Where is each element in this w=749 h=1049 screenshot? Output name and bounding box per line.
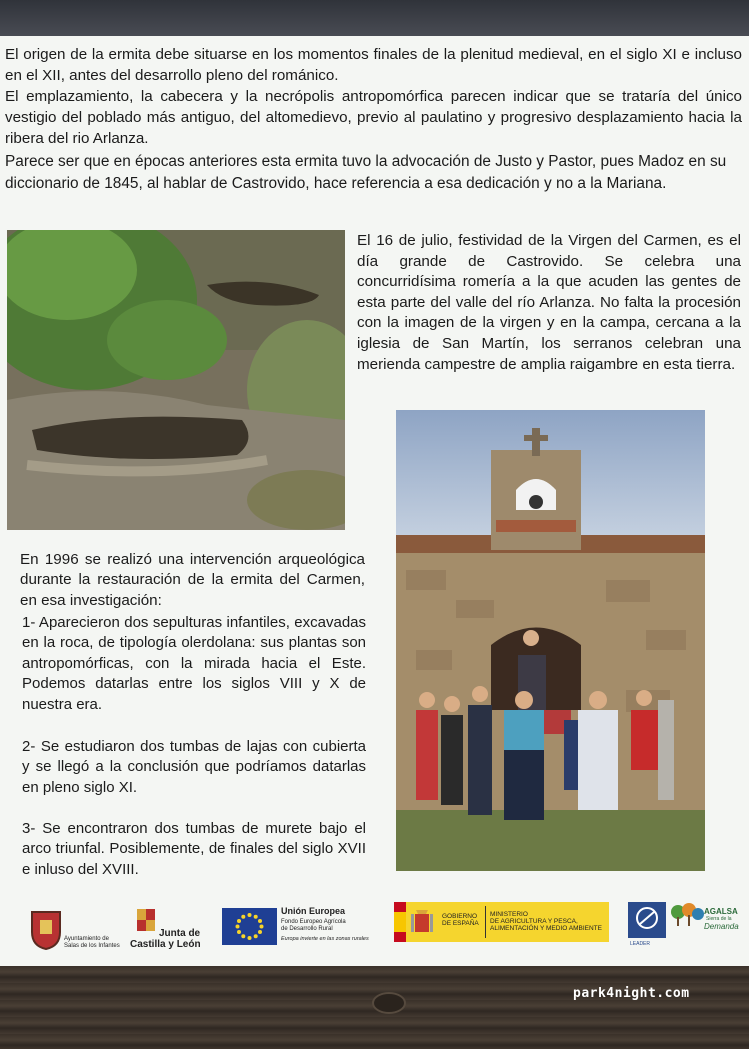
sign-top-frame	[0, 0, 749, 38]
wood-knot	[372, 992, 406, 1014]
watermark: park4night.com	[573, 986, 690, 1001]
junta-label-line2: Castilla y León	[130, 939, 201, 950]
ministerio-line1: MINISTERIO	[490, 911, 528, 918]
gobierno-line2: DE ESPAÑA	[442, 920, 479, 927]
ayuntamiento-shield-icon	[30, 910, 62, 950]
intro-paragraph-location: El emplazamiento, la cabecera y la necrópolis antropomórfica parecen indicar que se trataría del único vestigio del poblado más antiguo, del altomedievo, previo al paulatino y progresivo desplazamiento hacia la ribera del rio Arlanza.	[5, 88, 742, 147]
leader-label: LEADER	[630, 941, 651, 947]
agalsa-subtitle: Sierra de la	[706, 916, 732, 922]
sponsor-logo-bar	[0, 898, 749, 958]
spain-flag-icon	[394, 902, 406, 942]
intro-text	[5, 44, 742, 149]
advocation-paragraph: Parece ser que en épocas anteriores esta ermita tuvo la advocación de Justo y Pastor, pues Madoz en su diccionario de 1845, al hablar de Castrovido, hace referencia a esa dedicación y no a la Mariana.	[5, 153, 727, 192]
finding-item-1: 1- Aparecieron dos sepulturas infantiles, excavadas en la roca, de tipología olerdolana: sus plantas son antropomórficas, con la mirada hacia el Este. Podemos datarlas entre los siglos VIII y X de nuestra era.	[22, 614, 366, 713]
hermitage-procession-image	[396, 410, 705, 871]
fiesta-paragraph: El 16 de julio, festividad de la Virgen del Carmen, es el día grande de Castrovido. Se celebra una concurridísima romería a la que acuden las gentes de esta parte del valle del río Arlanza. No falta la procesión con la imagen de la virgen y en la campa, cercana a la iglesia de San Martín, los serranos celebran una merienda campestre de amplia raigambre en esta tierra.	[357, 232, 741, 373]
eu-tagline: Europa invierte en las zonas rurales	[281, 936, 369, 942]
gobierno-line1: GOBIERNO	[442, 913, 478, 920]
eu-subtitle-line2: de Desarrollo Rural	[281, 926, 333, 932]
intervention-paragraph: En 1996 se realizó una intervención arqueológica durante la restauración de la ermita del Carmen, en esa investigación:	[20, 551, 365, 609]
agalsa-demanda: Demanda	[704, 922, 739, 931]
leader-logo-icon	[628, 902, 666, 938]
rock-tombs-image	[7, 230, 345, 530]
junta-label-line1: Junta de	[159, 928, 201, 939]
agalsa-trees-icon	[670, 902, 704, 928]
intro-paragraph-origin: El origen de la ermita debe situarse en los momentos finales de la plenitud medieval, en el siglo XI e incluso en el XII, antes del desarrollo pleno del románico.	[5, 46, 742, 84]
junta-shield-icon	[136, 908, 156, 934]
eu-subtitle-line1: Fondo Europeo Agrícola	[281, 919, 346, 925]
eu-title: Unión Europea	[281, 906, 346, 916]
ayuntamiento-label: Ayuntamiento de Salas de los Infantes	[64, 936, 120, 949]
agalsa-title: AGALSA	[704, 907, 738, 916]
finding-item-3: 3- Se encontraron dos tumbas de murete bajo el arco triunfal. Posiblemente, de finales del siglo XVII e inluso del XVIII.	[22, 820, 366, 878]
leader-star-icon	[628, 902, 666, 938]
finding-item-2: 2- Se estudiaron dos tumbas de lajas con cubierta y se llegó a la conclusión que podríamos datarlas en pleno siglo XI.	[22, 738, 366, 796]
gobierno-divider	[485, 906, 486, 938]
tombs-photo	[7, 230, 345, 530]
ministerio-line2: DE AGRICULTURA Y PESCA,	[490, 918, 578, 925]
ministerio-line3: ALIMENTACIÓN Y MEDIO AMBIENTE	[490, 925, 602, 932]
spain-coat-of-arms-icon	[409, 908, 435, 938]
procession-photo	[396, 410, 705, 871]
eu-flag-icon	[222, 908, 277, 945]
